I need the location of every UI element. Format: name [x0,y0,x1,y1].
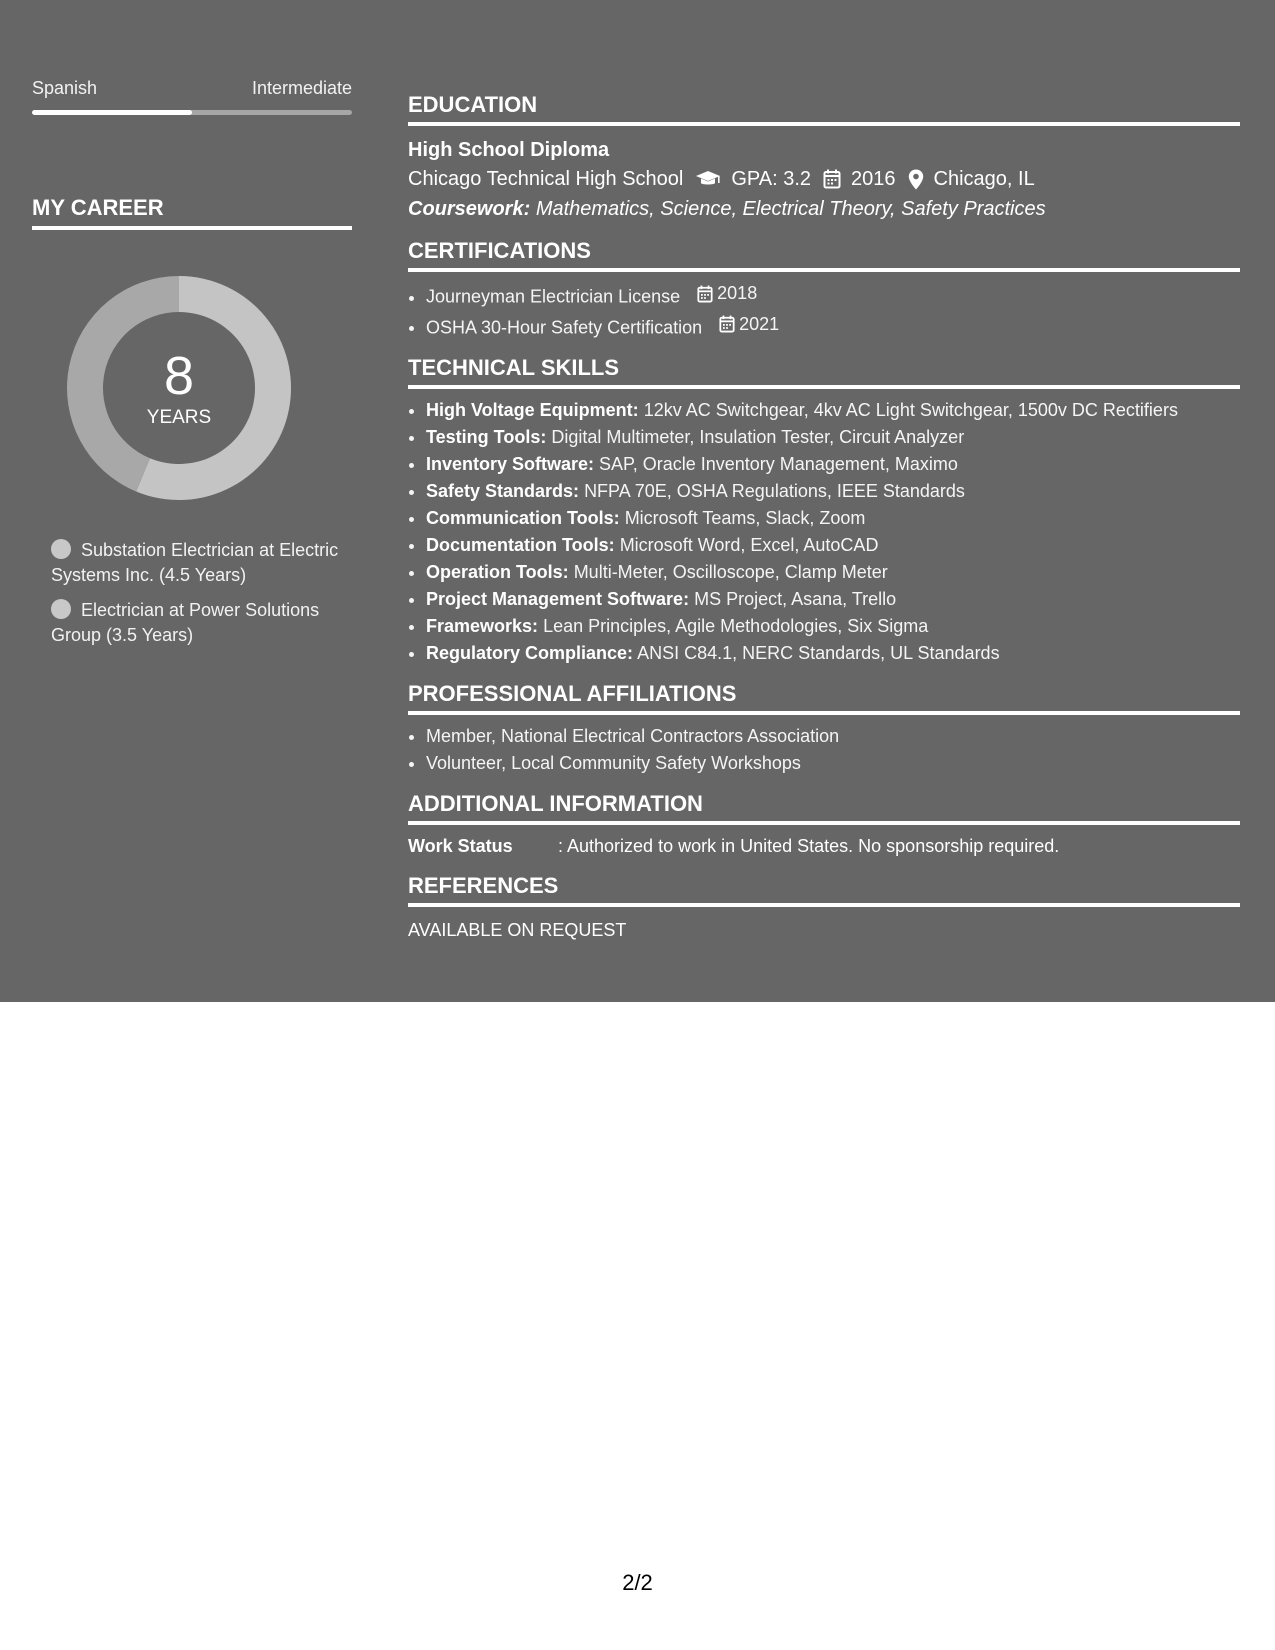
career-donut-chart [59,268,299,508]
career-section-title: MY CAREER [32,195,352,230]
skill-item [426,505,1240,532]
certifications-list [408,280,1240,341]
skill-label: Documentation Tools: [426,535,615,555]
skill-item [426,424,1240,451]
skills-section [408,355,1240,667]
location-pin-icon [908,169,924,190]
skill-value: 12kv AC Switchgear, 4kv AC Light Switchgear, 1500v DC Rectifiers [643,400,1178,420]
skill-value: Digital Multimeter, Insulation Tester, Circuit Analyzer [551,427,965,447]
certification-year: 2018 [717,283,758,303]
certification-item [426,280,1240,311]
calendar-icon [697,285,713,303]
work-status-key: Work Status [408,836,513,856]
certification-name: Journeyman Electrician License [426,286,681,307]
education-degree: High School Diploma [408,139,610,161]
skill-label: Operation Tools: [426,562,569,582]
skill-item [426,613,1240,640]
language-row [32,78,352,104]
education-year: 2016 [851,168,896,190]
skill-label: High Voltage Equipment: [426,400,639,420]
coursework-value: Mathematics, Science, Electrical Theory, Safety Practices [535,198,1046,220]
affiliations-title: PROFESSIONAL AFFILIATIONS [408,681,1240,715]
skills-list [408,397,1240,667]
certifications-section [408,238,1240,341]
education-section [408,92,1240,224]
language-proficiency-bar [32,110,352,115]
skill-label: Frameworks: [426,616,539,636]
certifications-title: CERTIFICATIONS [408,238,1240,272]
references-section [408,873,1240,943]
skill-item [426,640,1240,667]
references-title: REFERENCES [408,873,1240,907]
certification-name: OSHA 30-Hour Safety Certification [426,317,703,337]
skill-label: Project Management Software: [426,589,690,609]
sidebar [32,78,352,658]
skill-item [426,397,1240,424]
skill-value: ANSI C84.1, NERC Standards, UL Standards [637,643,1000,663]
additional-info-title: ADDITIONAL INFORMATION [408,791,1240,825]
career-legend-item [51,598,351,648]
language-name: Spanish [32,78,98,98]
references-text: AVAILABLE ON REQUEST [408,920,627,940]
skill-item [426,586,1240,613]
skill-item [426,559,1240,586]
affiliations-list [408,723,1240,777]
work-status-row [408,833,1240,859]
legend-dot-icon [51,599,71,619]
page-number: 2/2 [622,1570,653,1595]
language-level: Intermediate [251,78,352,98]
affiliation-item: • Volunteer, Local Community Safety Workshops [426,750,1240,777]
skill-value: MS Project, Asana, Trello [694,589,897,609]
education-title: EDUCATION [408,92,1240,126]
main-content [408,92,1240,957]
education-details [408,164,1240,194]
language-proficiency-fill [32,110,192,115]
skill-item [426,451,1240,478]
certification-date [697,280,757,307]
affiliation-item: • Member, National Electrical Contractors Association [426,723,1240,750]
donut-center [59,268,299,508]
career-legend-label: Substation Electrician at Electric Systems Inc. (4.5 Years) [51,540,339,585]
skill-label: Communication Tools: [426,508,620,528]
skill-label: Safety Standards: [426,481,580,501]
total-years-label: YEARS [146,407,212,428]
skill-label: Inventory Software: [426,454,595,474]
skills-title: TECHNICAL SKILLS [408,355,1240,389]
skill-label: Regulatory Compliance: [426,643,634,663]
skill-item [426,532,1240,559]
career-legend-label: Electrician at Power Solutions Group (3.5 Years) [51,600,320,645]
education-coursework [408,194,1240,224]
career-legend-item [51,538,351,588]
calendar-icon [823,169,841,189]
education-location: Chicago, IL [933,168,1035,190]
skill-value: Multi-Meter, Oscilloscope, Clamp Meter [573,562,888,582]
legend-dot-icon [51,539,71,559]
career-legend [32,538,351,648]
coursework-label: Coursework: [408,198,531,220]
certification-year: 2021 [739,313,780,334]
skill-value: Lean Principles, Agile Methodologies, Six Sigma [543,616,929,636]
education-gpa: GPA: 3.2 [731,168,812,190]
skill-value: Microsoft Teams, Slack, Zoom [624,508,866,528]
additional-info-section [408,791,1240,859]
skill-item [426,478,1240,505]
skill-value: NFPA 70E, OSHA Regulations, IEEE Standards [584,481,965,501]
skill-label: Testing Tools: [426,427,547,447]
certification-date [719,311,779,338]
skill-value: Microsoft Word, Excel, AutoCAD [619,535,879,555]
graduation-cap-icon [695,170,721,188]
skill-value: SAP, Oracle Inventory Management, Maximo [599,454,958,474]
total-years-number: 8 [163,346,195,406]
certification-item [426,311,1240,342]
work-status-value: : Authorized to work in United States. No sponsorship required. [558,836,1060,856]
education-school: Chicago Technical High School [408,168,684,190]
affiliations-section [408,681,1240,777]
calendar-icon [719,315,735,333]
